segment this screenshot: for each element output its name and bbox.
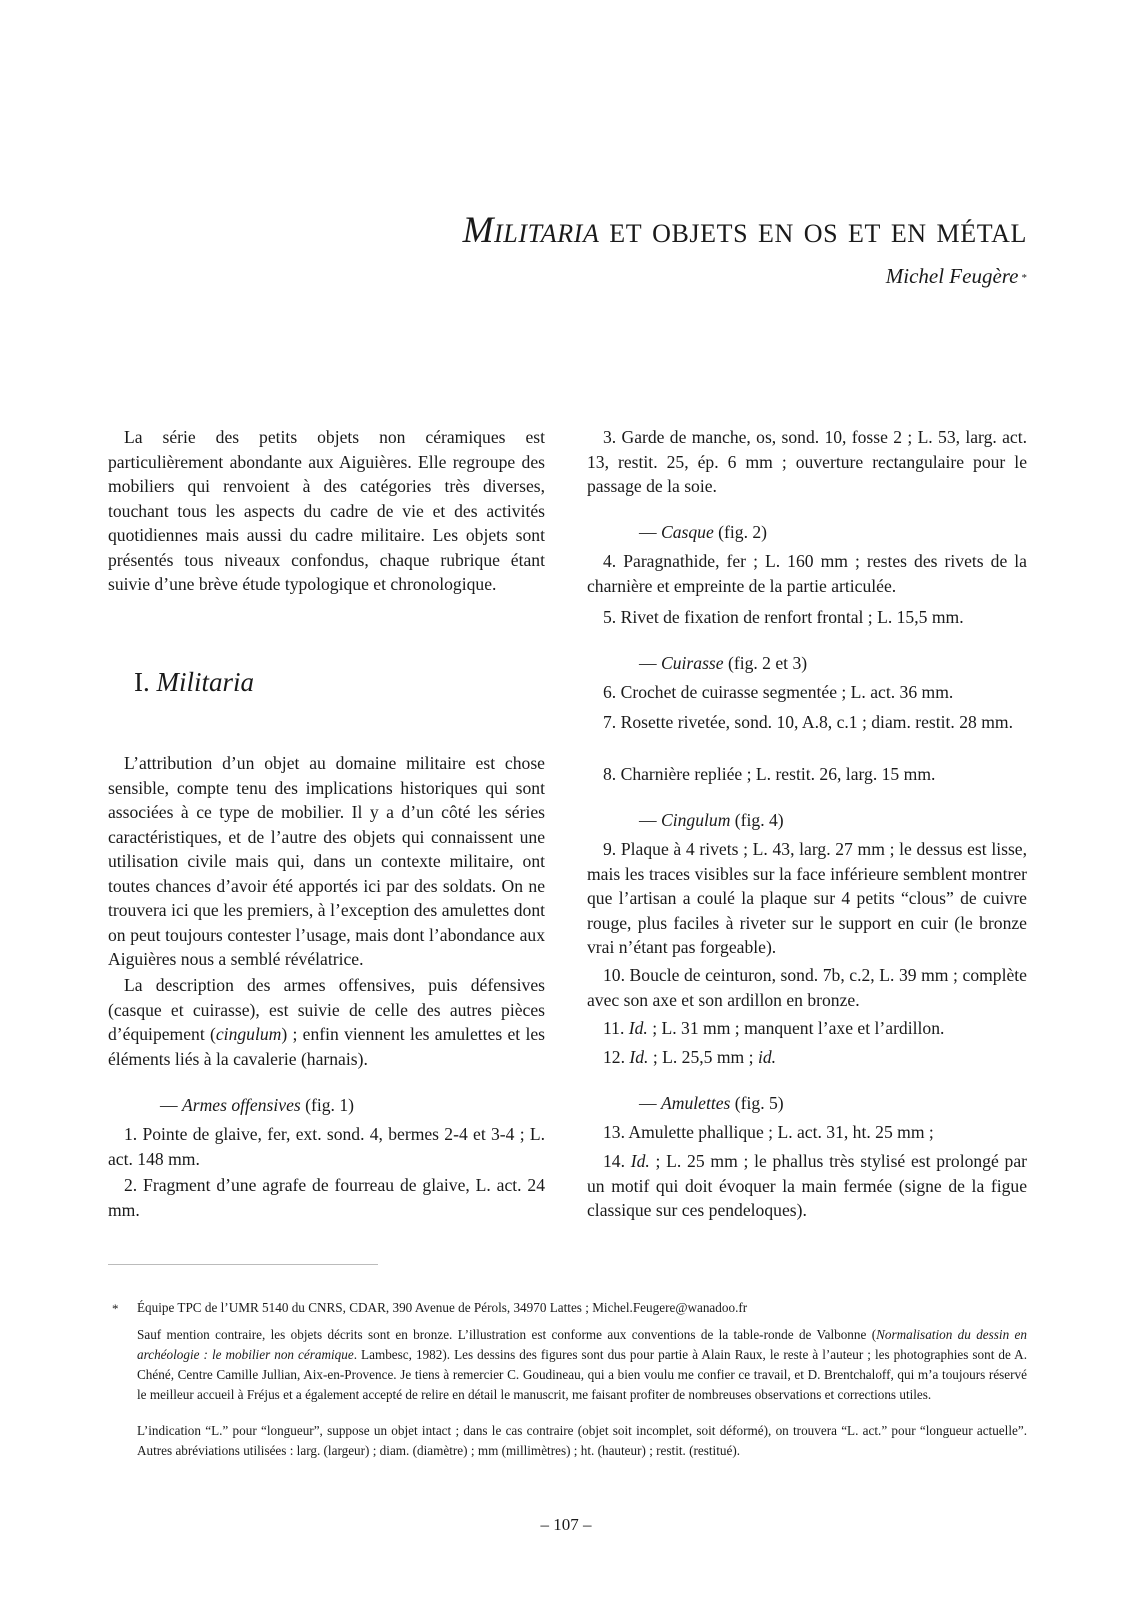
paragraph-description xyxy=(108,973,545,1071)
catalogue-item-7: 7. Rosette rivetée, sond. 10, A.8, c.1 ; diam. restit. 28 mm. xyxy=(603,712,1013,732)
catalogue-item-13: 13. Amulette phallique ; L. act. 31, ht. 25 mm ; xyxy=(603,1122,934,1142)
catalogue-item-9: 9. Plaque à 4 rivets ; L. 43, larg. 27 mm ; le dessus est lisse, mais les traces visibles sur la face inférieure semblent montrer que l’artisan a coulé la plaque sur 4 petits “clous” de cuivre rouge, plus faciles à riveter sur le support en cuir (le bronze vrai n’étant pas forgeable). xyxy=(587,839,1027,957)
attribution-text: L’attribution d’un objet au domaine militaire est chose sensible, compte tenu des implications historiques qui sont associées à ce type de mobilier. Il y a d’un côté les séries caractéristiques, et de l’autre des objets qui connaissent une utilisation civile mais qui, dans un contexte militaire, ont toutes chances d’avoir été apportés ici par des soldats. On ne trouvera ici que les premiers, à l’exception des amulettes dont on peut toujours contester l’usage, mais dont l’abondance aux Aiguières nous a semblé révélatrice. xyxy=(108,753,545,969)
title-militaria: Militaria xyxy=(462,210,600,251)
cingulum-term: cingulum xyxy=(215,1024,282,1044)
catalogue-item-8: 8. Charnière repliée ; L. restit. 26, larg. 15 mm. xyxy=(603,764,936,784)
section-title: Militaria xyxy=(156,667,255,697)
intro-text: La série des petits objets non céramiques est particulièrement abondante aux Aiguières. Elle regroupe des mobiliers qui renvoient à des catégories très diverses, touchant tous les aspects du cadre de vie et des activités quotidiennes mais aussi du cadre militaire. Les objets sont présentés tous niveaux confondus, chaque rubrique étant suivie d’une brève étude typologique et chronologique. xyxy=(108,427,545,594)
footnote-affiliation: Équipe TPC de l’UMR 5140 du CNRS, CDAR, 390 Avenue de Pérols, 34970 Lattes ; Michel.Feugere@wanadoo.fr xyxy=(137,1300,748,1315)
subheading-armes-label: Armes offensives xyxy=(182,1095,301,1115)
article-title xyxy=(200,206,1027,256)
subheading-cingulum: — Cingulum (fig. 4) xyxy=(639,810,784,830)
page-number: – 107 – xyxy=(540,1515,592,1534)
footnote-abbreviations: L’indication “L.” pour “longueur”, suppose un objet intact ; dans le cas contraire (objet soit incomplet, soit déformé), on trouvera “L. act.” pour “longueur actuelle”. Autres abréviations utilisées : larg. (largeur) ; diam. (diamètre) ; mm (millimètres) ; ht. (hauteur) ; restit. (restitué). xyxy=(137,1423,1027,1458)
paragraph-attribution xyxy=(108,751,545,972)
title-rest: et objets en os et en métal xyxy=(599,210,1027,251)
catalogue-item-11: 11. Id. ; L. 31 mm ; manquent l’axe et l’ardillon. xyxy=(603,1018,945,1038)
catalogue-item-3: 3. Garde de manche, os, sond. 10, fosse 2 ; L. 53, larg. act. 13, restit. 25, ép. 6 mm ; ouverture rectangulaire pour le passage de la soie. xyxy=(587,427,1027,496)
subheading-cuirasse: — Cuirasse (fig. 2 et 3) xyxy=(639,653,808,673)
subheading-casque: — Casque (fig. 2) xyxy=(639,522,768,542)
author-footnote-mark: * xyxy=(1021,272,1027,284)
footnote-divider xyxy=(108,1264,378,1265)
intro-paragraph xyxy=(108,425,545,597)
catalogue-item-6: 6. Crochet de cuirasse segmentée ; L. act. 36 mm. xyxy=(603,682,954,702)
catalogue-item-5: 5. Rivet de fixation de renfort frontal ; L. 15,5 mm. xyxy=(603,607,964,627)
catalogue-item-12: 12. Id. ; L. 25,5 mm ; id. xyxy=(603,1047,777,1067)
catalogue-item-1: 1. Pointe de glaive, fer, ext. sond. 4, bermes 2-4 et 3-4 ; L. act. 148 mm. xyxy=(108,1124,545,1169)
footnote-star: * xyxy=(112,1301,119,1316)
author-name: Michel Feugère xyxy=(885,264,1019,288)
catalogue-item-10: 10. Boucle de ceinturon, sond. 7b, c.2, L. 39 mm ; complète avec son axe et son ardillon en bronze. xyxy=(587,965,1027,1010)
subheading-armes: — Armes offensives (fig. 1) xyxy=(160,1095,354,1115)
author-line xyxy=(300,262,1027,290)
catalogue-item-2: 2. Fragment d’une agrafe de fourreau de glaive, L. act. 24 mm. xyxy=(108,1175,545,1220)
catalogue-item-14: 14. Id. ; L. 25 mm ; le phallus très stylisé est prolongé par un motif qui doit évoquer la main fermée (signe de la figue classique sur ces pendeloques). xyxy=(587,1151,1027,1220)
section-number: I. xyxy=(134,667,157,697)
description-text: La description des armes offensives, puis défensives (casque et cuirasse), est suivie de celle des autres pièces d’équipement (cingulum) ; enfin viennent les amulettes et les éléments liés à la cavalerie (harnais). xyxy=(108,975,545,1069)
footnote-conventions: Sauf mention contraire, les objets décrits sont en bronze. L’illustration est conforme aux conventions de la table-ronde de Valbonne (Normalisation du dessin en archéologie : le mobilier non céramique. Lambesc, 1982). Les dessins des figures sont dus pour partie à Alain Raux, le reste à l’auteur ; les photographies sont de A. Chéné, Centre Camille Jullian, Aix-en-Provence. Je tiens à remercier C. Goudineau, qui a bien voulu me confier ce travail, et D. Brentchaloff, qui m’a toujours réservé le meilleur accueil à Fréjus et a également accepté de relire en détail le manuscrit, me faisant profiter de nombreuses observations et corrections utiles. xyxy=(137,1327,1027,1402)
subheading-amulettes: — Amulettes (fig. 5) xyxy=(639,1093,784,1113)
catalogue-item-4: 4. Paragnathide, fer ; L. 160 mm ; restes des rivets de la charnière et empreinte de la partie articulée. xyxy=(587,551,1027,596)
section-heading xyxy=(134,664,254,700)
